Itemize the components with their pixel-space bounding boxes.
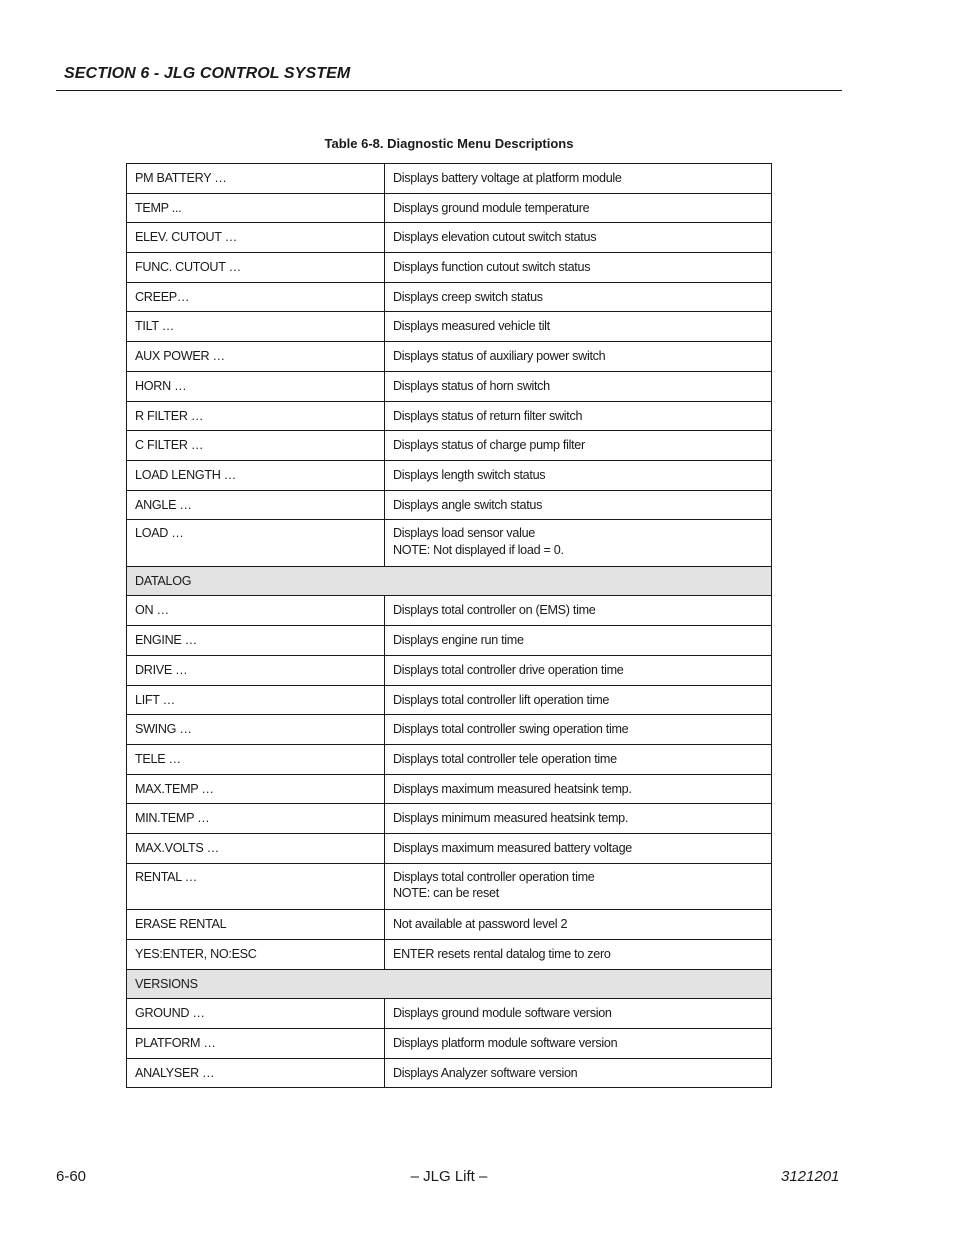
menu-item-description xyxy=(385,460,772,490)
menu-item-name: DRIVE … xyxy=(127,655,385,685)
menu-item-name: ON … xyxy=(127,596,385,626)
description-line: Displays maximum measured battery voltage xyxy=(393,840,632,855)
menu-item-name: PM BATTERY … xyxy=(127,164,385,194)
table-row xyxy=(127,490,772,520)
description-line: Displays engine run time xyxy=(393,633,524,648)
table-row xyxy=(127,685,772,715)
menu-item-description xyxy=(385,371,772,401)
description-line: Displays ground module software version xyxy=(393,1006,612,1021)
menu-item-description xyxy=(385,1058,772,1088)
menu-item-description xyxy=(385,596,772,626)
menu-item-name: TELE … xyxy=(127,744,385,774)
menu-item-name: R FILTER … xyxy=(127,401,385,431)
menu-item-name: ANALYSER … xyxy=(127,1058,385,1088)
table-row xyxy=(127,999,772,1029)
section-title: SECTION 6 - JLG CONTROL SYSTEM xyxy=(64,65,351,82)
table-row xyxy=(127,164,772,194)
menu-item-name: MAX.VOLTS … xyxy=(127,833,385,863)
menu-item-name: LOAD … xyxy=(127,520,385,567)
description-line: Displays total controller tele operation time xyxy=(393,751,617,766)
table-row xyxy=(127,1028,772,1058)
menu-item-description xyxy=(385,253,772,283)
table-row xyxy=(127,596,772,626)
menu-item-description xyxy=(385,282,772,312)
menu-item-name: ENGINE … xyxy=(127,626,385,656)
menu-item-description xyxy=(385,804,772,834)
description-line: Displays angle switch status xyxy=(393,497,543,512)
menu-item-name: MIN.TEMP … xyxy=(127,804,385,834)
menu-item-description xyxy=(385,1028,772,1058)
table-section-row xyxy=(127,566,772,596)
table-row xyxy=(127,939,772,969)
menu-item-name: CREEP… xyxy=(127,282,385,312)
page-number: 6-60 xyxy=(56,1168,87,1185)
description-line: NOTE: can be reset xyxy=(393,886,499,901)
table-caption: Table 6-8. Diagnostic Menu Descriptions xyxy=(324,136,574,151)
description-line: NOTE: Not displayed if load = 0. xyxy=(393,542,564,557)
description-line: Displays maximum measured heatsink temp. xyxy=(393,781,632,796)
menu-item-description xyxy=(385,520,772,567)
menu-item-description xyxy=(385,223,772,253)
table-row xyxy=(127,910,772,940)
table-row xyxy=(127,833,772,863)
table-row xyxy=(127,371,772,401)
table-section-row xyxy=(127,969,772,999)
menu-item-name: LOAD LENGTH … xyxy=(127,460,385,490)
menu-item-name: LIFT … xyxy=(127,685,385,715)
document-number: 3121201 xyxy=(781,1168,840,1185)
table-row xyxy=(127,520,772,567)
description-line: Displays total controller on (EMS) time xyxy=(393,603,596,618)
menu-item-description xyxy=(385,164,772,194)
description-line: Displays status of return filter switch xyxy=(393,408,583,423)
menu-item-name: TILT … xyxy=(127,312,385,342)
table-row xyxy=(127,223,772,253)
menu-item-name: HORN … xyxy=(127,371,385,401)
menu-item-name: ELEV. CUTOUT … xyxy=(127,223,385,253)
section-label: DATALOG xyxy=(127,566,772,596)
table-row xyxy=(127,342,772,372)
menu-item-description xyxy=(385,312,772,342)
menu-item-description xyxy=(385,431,772,461)
footer-center-text: – JLG Lift – xyxy=(410,1168,488,1185)
table-row xyxy=(127,282,772,312)
description-line: Displays total controller drive operation time xyxy=(393,662,624,677)
description-line: Displays length switch status xyxy=(393,467,546,482)
description-line: Displays total controller lift operation time xyxy=(393,692,610,707)
description-line: Displays creep switch status xyxy=(393,289,543,304)
table-row xyxy=(127,744,772,774)
menu-item-description xyxy=(385,490,772,520)
menu-item-description xyxy=(385,342,772,372)
table-row xyxy=(127,193,772,223)
menu-item-name: YES:ENTER, NO:ESC xyxy=(127,939,385,969)
menu-item-name: SWING … xyxy=(127,715,385,745)
menu-item-description xyxy=(385,863,772,910)
menu-item-description xyxy=(385,939,772,969)
menu-item-description xyxy=(385,910,772,940)
menu-item-description xyxy=(385,193,772,223)
description-line: Displays minimum measured heatsink temp. xyxy=(393,811,629,826)
table-body xyxy=(127,164,772,1088)
section-label: VERSIONS xyxy=(127,969,772,999)
description-line: Displays status of horn switch xyxy=(393,378,550,393)
description-line: Displays total controller operation time xyxy=(393,869,595,884)
table-row xyxy=(127,863,772,910)
menu-item-name: FUNC. CUTOUT … xyxy=(127,253,385,283)
menu-item-description xyxy=(385,626,772,656)
table-row xyxy=(127,655,772,685)
table-row xyxy=(127,774,772,804)
menu-item-description xyxy=(385,685,772,715)
table-row xyxy=(127,804,772,834)
menu-item-description xyxy=(385,655,772,685)
description-line: Displays status of auxiliary power switch xyxy=(393,349,606,364)
table-row xyxy=(127,401,772,431)
menu-item-name: MAX.TEMP … xyxy=(127,774,385,804)
table-row xyxy=(127,253,772,283)
section-header xyxy=(56,64,842,91)
menu-item-description xyxy=(385,833,772,863)
menu-item-name: TEMP ... xyxy=(127,193,385,223)
menu-item-name: ANGLE … xyxy=(127,490,385,520)
diagnostic-menu-table xyxy=(126,163,772,1088)
menu-item-description xyxy=(385,744,772,774)
menu-item-description xyxy=(385,715,772,745)
table-row xyxy=(127,626,772,656)
table-row xyxy=(127,715,772,745)
description-line: Displays status of charge pump filter xyxy=(393,438,585,453)
menu-item-name: PLATFORM … xyxy=(127,1028,385,1058)
description-line: ENTER resets rental datalog time to zero xyxy=(393,946,611,961)
description-line: Displays battery voltage at platform module xyxy=(393,171,622,185)
menu-item-description xyxy=(385,401,772,431)
table-row xyxy=(127,312,772,342)
description-line: Displays platform module software version xyxy=(393,1035,618,1050)
menu-item-name: C FILTER … xyxy=(127,431,385,461)
table-row xyxy=(127,460,772,490)
menu-item-description xyxy=(385,774,772,804)
table-row xyxy=(127,1058,772,1088)
table-row xyxy=(127,431,772,461)
description-line: Displays ground module temperature xyxy=(393,200,590,215)
description-line: Displays elevation cutout switch status xyxy=(393,230,597,245)
menu-item-name: GROUND … xyxy=(127,999,385,1029)
description-line: Displays load sensor value xyxy=(393,526,536,541)
description-line: Displays function cutout switch status xyxy=(393,260,591,275)
description-line: Not available at password level 2 xyxy=(393,917,568,932)
menu-item-name: AUX POWER … xyxy=(127,342,385,372)
description-line: Displays total controller swing operation time xyxy=(393,722,629,737)
description-line: Displays measured vehicle tilt xyxy=(393,319,550,334)
menu-item-description xyxy=(385,999,772,1029)
menu-item-name: ERASE RENTAL xyxy=(127,910,385,940)
description-line: Displays Analyzer software version xyxy=(393,1065,578,1080)
menu-item-name: RENTAL … xyxy=(127,863,385,910)
